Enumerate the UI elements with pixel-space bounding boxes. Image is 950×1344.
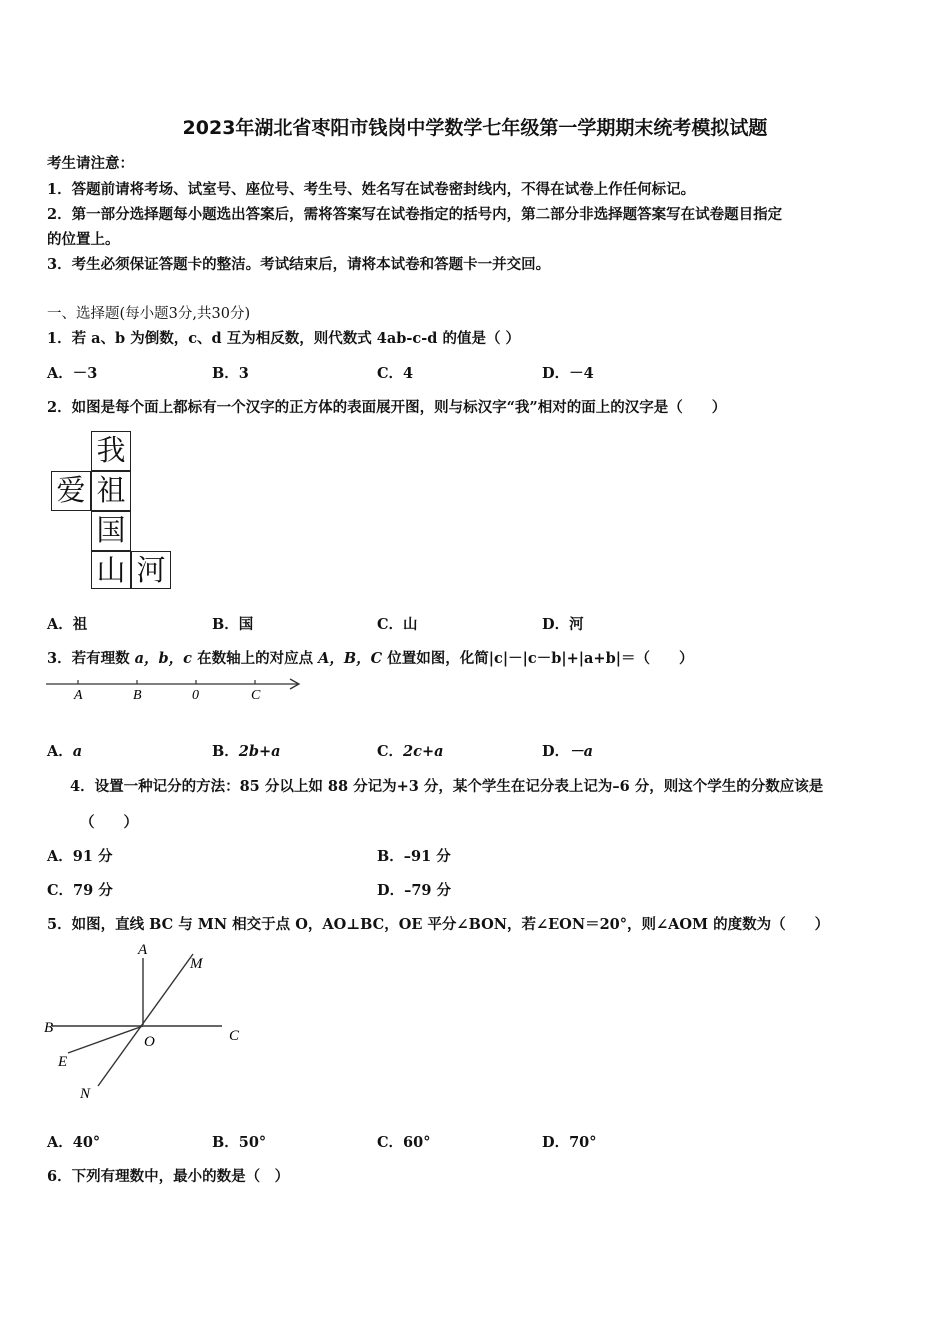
q4-option-c[interactable]: C．79 分 [47,882,113,899]
label-a: A [138,942,148,958]
angle-figure [40,940,250,1105]
axis-label-0: 0 [192,688,199,703]
notice-item: 的位置上。 [47,231,120,248]
question-6-stem: 6．下列有理数中，最小的数是（ ） [47,1168,290,1185]
q5-option-a[interactable]: A．40° [47,1134,101,1151]
q2-option-a[interactable]: A．祖 [47,616,88,633]
net-cell-ai: 爱 [51,471,91,511]
q5-option-d[interactable]: D．70° [542,1134,597,1151]
label-b: B [44,1020,54,1036]
label-o: O [144,1034,155,1050]
q5-option-c[interactable]: C．60° [377,1134,431,1151]
net-cell-wo: 我 [91,431,131,471]
question-5-stem: 5．如图，直线 BC 与 MN 相交于点 O，AO⊥BC，OE 平分∠BON，若∠EON＝20°，则∠AOM 的度数为（ ） [47,916,830,933]
net-cell-zu: 祖 [91,471,131,511]
question-4-paren: （ ） [80,814,138,831]
q2-option-d[interactable]: D．河 [542,616,584,633]
line-mn [98,954,193,1086]
q4-option-b[interactable]: B．–91 分 [377,848,451,865]
q3-option-d[interactable]: D．－a [542,743,593,760]
q3-option-a[interactable]: A．a [47,743,83,760]
q2-option-c[interactable]: C．山 [377,616,418,633]
q1-option-a[interactable]: A．－3 [47,365,98,382]
number-line-figure [40,672,310,708]
net-cell-he: 河 [131,551,171,589]
q5-option-b[interactable]: B．50° [212,1134,267,1151]
net-cell-guo: 国 [91,511,131,551]
notice-item: 2．第一部分选择题每小题选出答案后，需将答案写在试卷指定的括号内，第二部分非选择题答案写在试卷题目指定 [47,206,783,223]
q3-option-c[interactable]: C．2c+a [377,743,444,760]
net-cell-shan: 山 [91,551,131,589]
label-e: E [58,1054,68,1070]
page-title: 2023年湖北省枣阳市钱岗中学数学七年级第一学期期末统考模拟试题 [182,117,768,139]
label-m: M [190,956,203,972]
axis-label-B: B [133,688,142,703]
label-n: N [80,1086,91,1102]
question-2-stem: 2．如图是每个面上都标有一个汉字的正方体的表面展开图，则与标汉字“我”相对的面上的汉字是（ ） [47,399,727,416]
question-1-stem: 1．若 a、b 为倒数，c、d 互为相反数，则代数式 4ab-c-d 的值是（ ） [47,330,521,347]
section-heading: 一、选择题(每小题3分,共30分) [47,306,251,322]
q4-option-d[interactable]: D．–79 分 [377,882,452,899]
q1-option-d[interactable]: D．－4 [542,365,594,382]
notice-item: 1．答题前请将考场、试室号、座位号、考生号、姓名写在试卷密封线内，不得在试卷上作任何标记。 [47,181,696,198]
axis-label-C: C [251,688,261,703]
q3-option-b[interactable]: B．2b+a [212,743,281,760]
q4-option-a[interactable]: A．91 分 [47,848,113,865]
q1-option-c[interactable]: C．4 [377,365,414,382]
axis-label-A: A [74,688,83,703]
q2-option-b[interactable]: B．国 [212,616,254,633]
notice-item: 3．考生必须保证答题卡的整洁。考试结束后，请将本试卷和答题卡一并交回。 [47,256,551,273]
q1-option-b[interactable]: B．3 [212,365,249,382]
question-3-stem: 3．若有理数 a，b，c 在数轴上的对应点 A，B，C 位置如图，化简|c|－|c－b|+|a+b|＝（ ） [47,650,694,667]
notice-heading: 考生请注意： [47,155,134,172]
question-4-stem: 4．设置一种记分的方法：85 分以上如 88 分记为+3 分，某个学生在记分表上记为–6 分，则这个学生的分数应该是 [70,778,824,795]
label-c: C [229,1028,240,1044]
